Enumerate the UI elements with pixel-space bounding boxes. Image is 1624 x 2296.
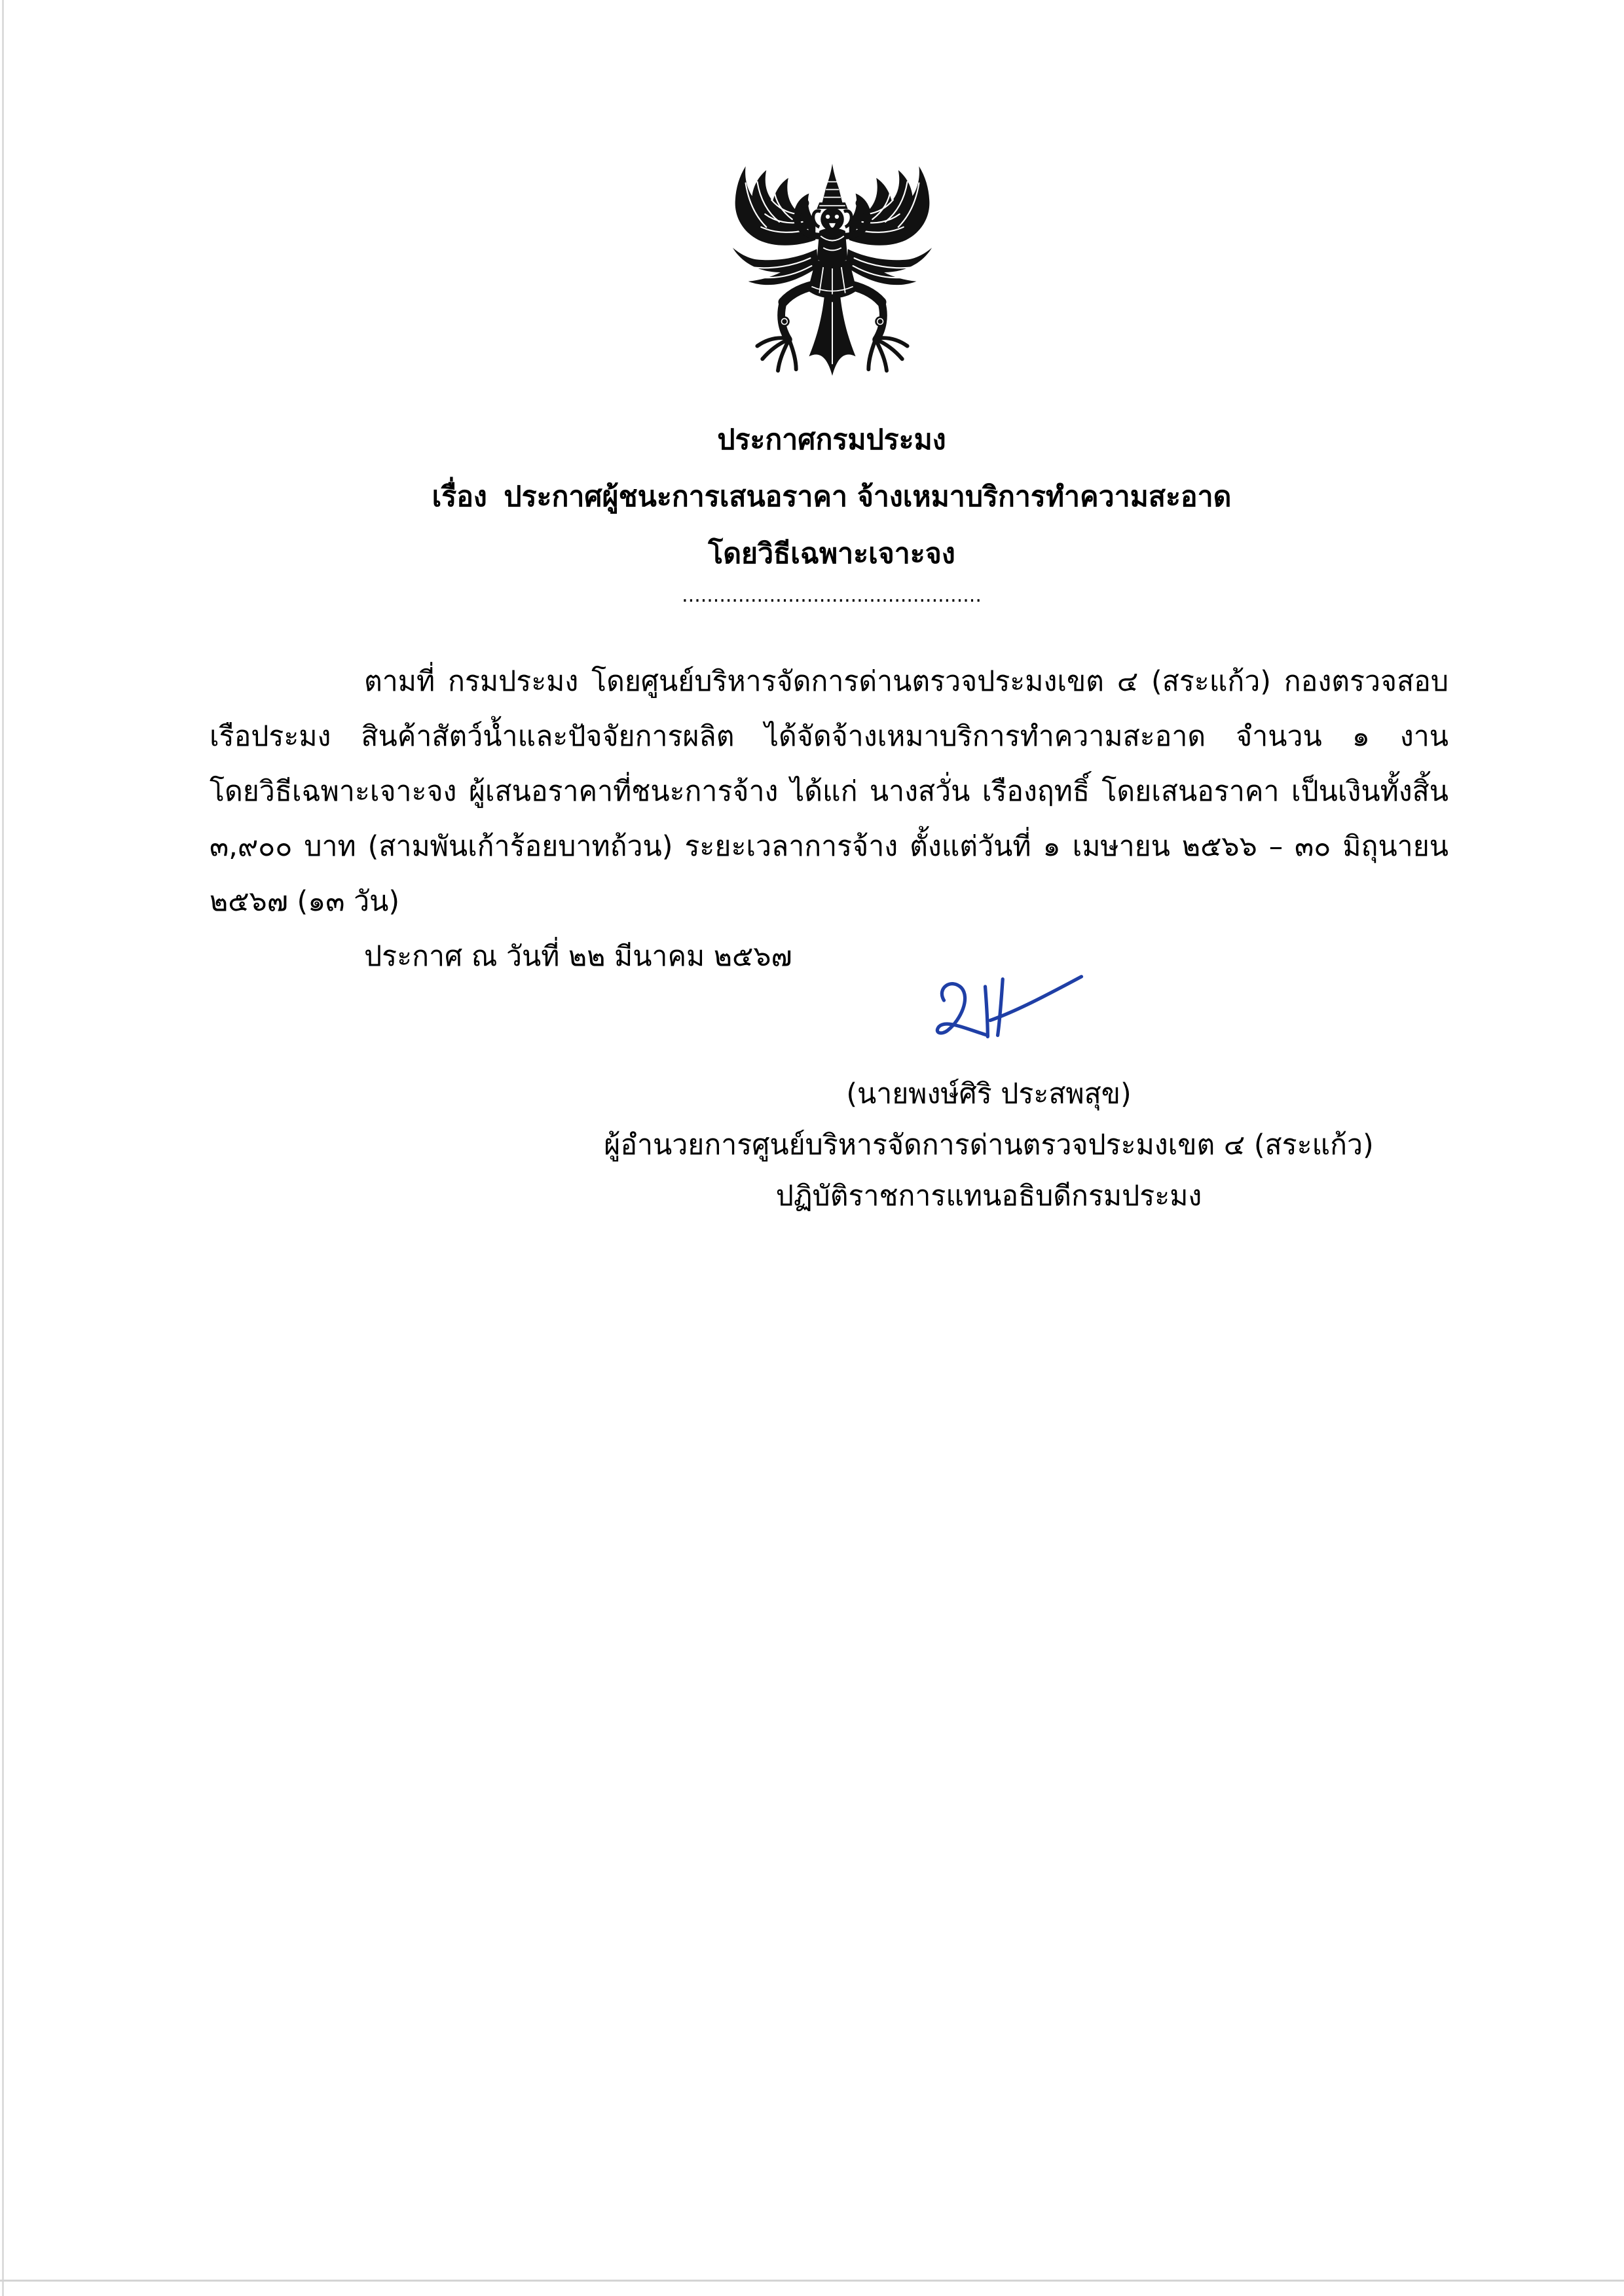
body-line: [210, 709, 1449, 764]
body-line: [210, 764, 1449, 819]
procurement-method: โดยวิธีเฉพาะเจาะจง: [708, 538, 955, 570]
body-line-text: โดยวิธีเฉพาะเจาะจง ผู้เสนอราคาที่ชนะการจ้าง ได้แก่ นางสวั่น เรืองฤทธิ์ โดยเสนอราคา เป็นเงินทั้งสิ้น: [210, 775, 1449, 808]
body-line-text: ๒๕๖๗ (๑๓ วัน): [210, 885, 400, 918]
subject-label: เรื่อง: [432, 481, 487, 513]
subject-text: ประกาศผู้ชนะการเสนอราคา จ้างเหมาบริการทำความสะอาด: [504, 481, 1232, 513]
announcement-header: [341, 412, 1323, 583]
subject-wrapper: [432, 481, 1232, 513]
emblem-right-half: [844, 166, 932, 371]
signatory-block: [530, 1068, 1447, 1222]
scan-edge-bottom: [0, 2280, 1624, 2282]
header-subject-line: [341, 469, 1323, 526]
header-title-line: [341, 412, 1323, 469]
announcement-title: ประกาศกรมประมง: [717, 424, 946, 456]
garuda-emblem: [728, 164, 936, 377]
signatory-position: ผู้อำนวยการศูนย์บริหารจัดการด่านตรวจประมงเขต ๔ (สระแก้ว): [604, 1129, 1374, 1161]
header-separator: ................................................: [682, 584, 982, 607]
signature: [926, 973, 1086, 1042]
signatory-acting-line: [530, 1171, 1447, 1222]
announcement-date-line: [210, 929, 1449, 984]
body-line: [210, 819, 1449, 874]
signatory-acting-for: ปฏิบัติราชการแทนอธิบดีกรมประมง: [775, 1180, 1202, 1212]
body-line-text: ตามที่ กรมประมง โดยศูนย์บริหารจัดการด่านตรวจประมงเขต ๔ (สระแก้ว) กองตรวจสอบ: [364, 665, 1449, 698]
signatory-name: (นายพงษ์ศิริ ประสพสุข): [846, 1078, 1132, 1110]
body-line-text: ๓,๙๐๐ บาท (สามพันเก้าร้อยบาทถ้วน) ระยะเวลาการจ้าง ตั้งแต่วันที่ ๑ เมษายน ๒๕๖๖ – ๓๐ มิถุนายน: [210, 830, 1449, 863]
announcement-body: [210, 654, 1449, 984]
scan-edge-left: [2, 0, 4, 2296]
header-method-line: [341, 526, 1323, 583]
emblem-left-half: [733, 166, 821, 371]
body-line: [210, 654, 1449, 709]
body-line: [210, 874, 1449, 929]
signatory-position-line: [530, 1120, 1447, 1171]
body-line-text: เรือประมง สินค้าสัตว์น้ำและปัจจัยการผลิต ได้จัดจ้างเหมาบริการทำความสะอาด จำนวน ๑ งาน: [210, 720, 1449, 753]
announcement-date: ประกาศ ณ วันที่ ๒๒ มีนาคม ๒๕๖๗: [364, 940, 792, 973]
signatory-name-line: [530, 1068, 1447, 1120]
emblem-torso: [817, 228, 847, 266]
